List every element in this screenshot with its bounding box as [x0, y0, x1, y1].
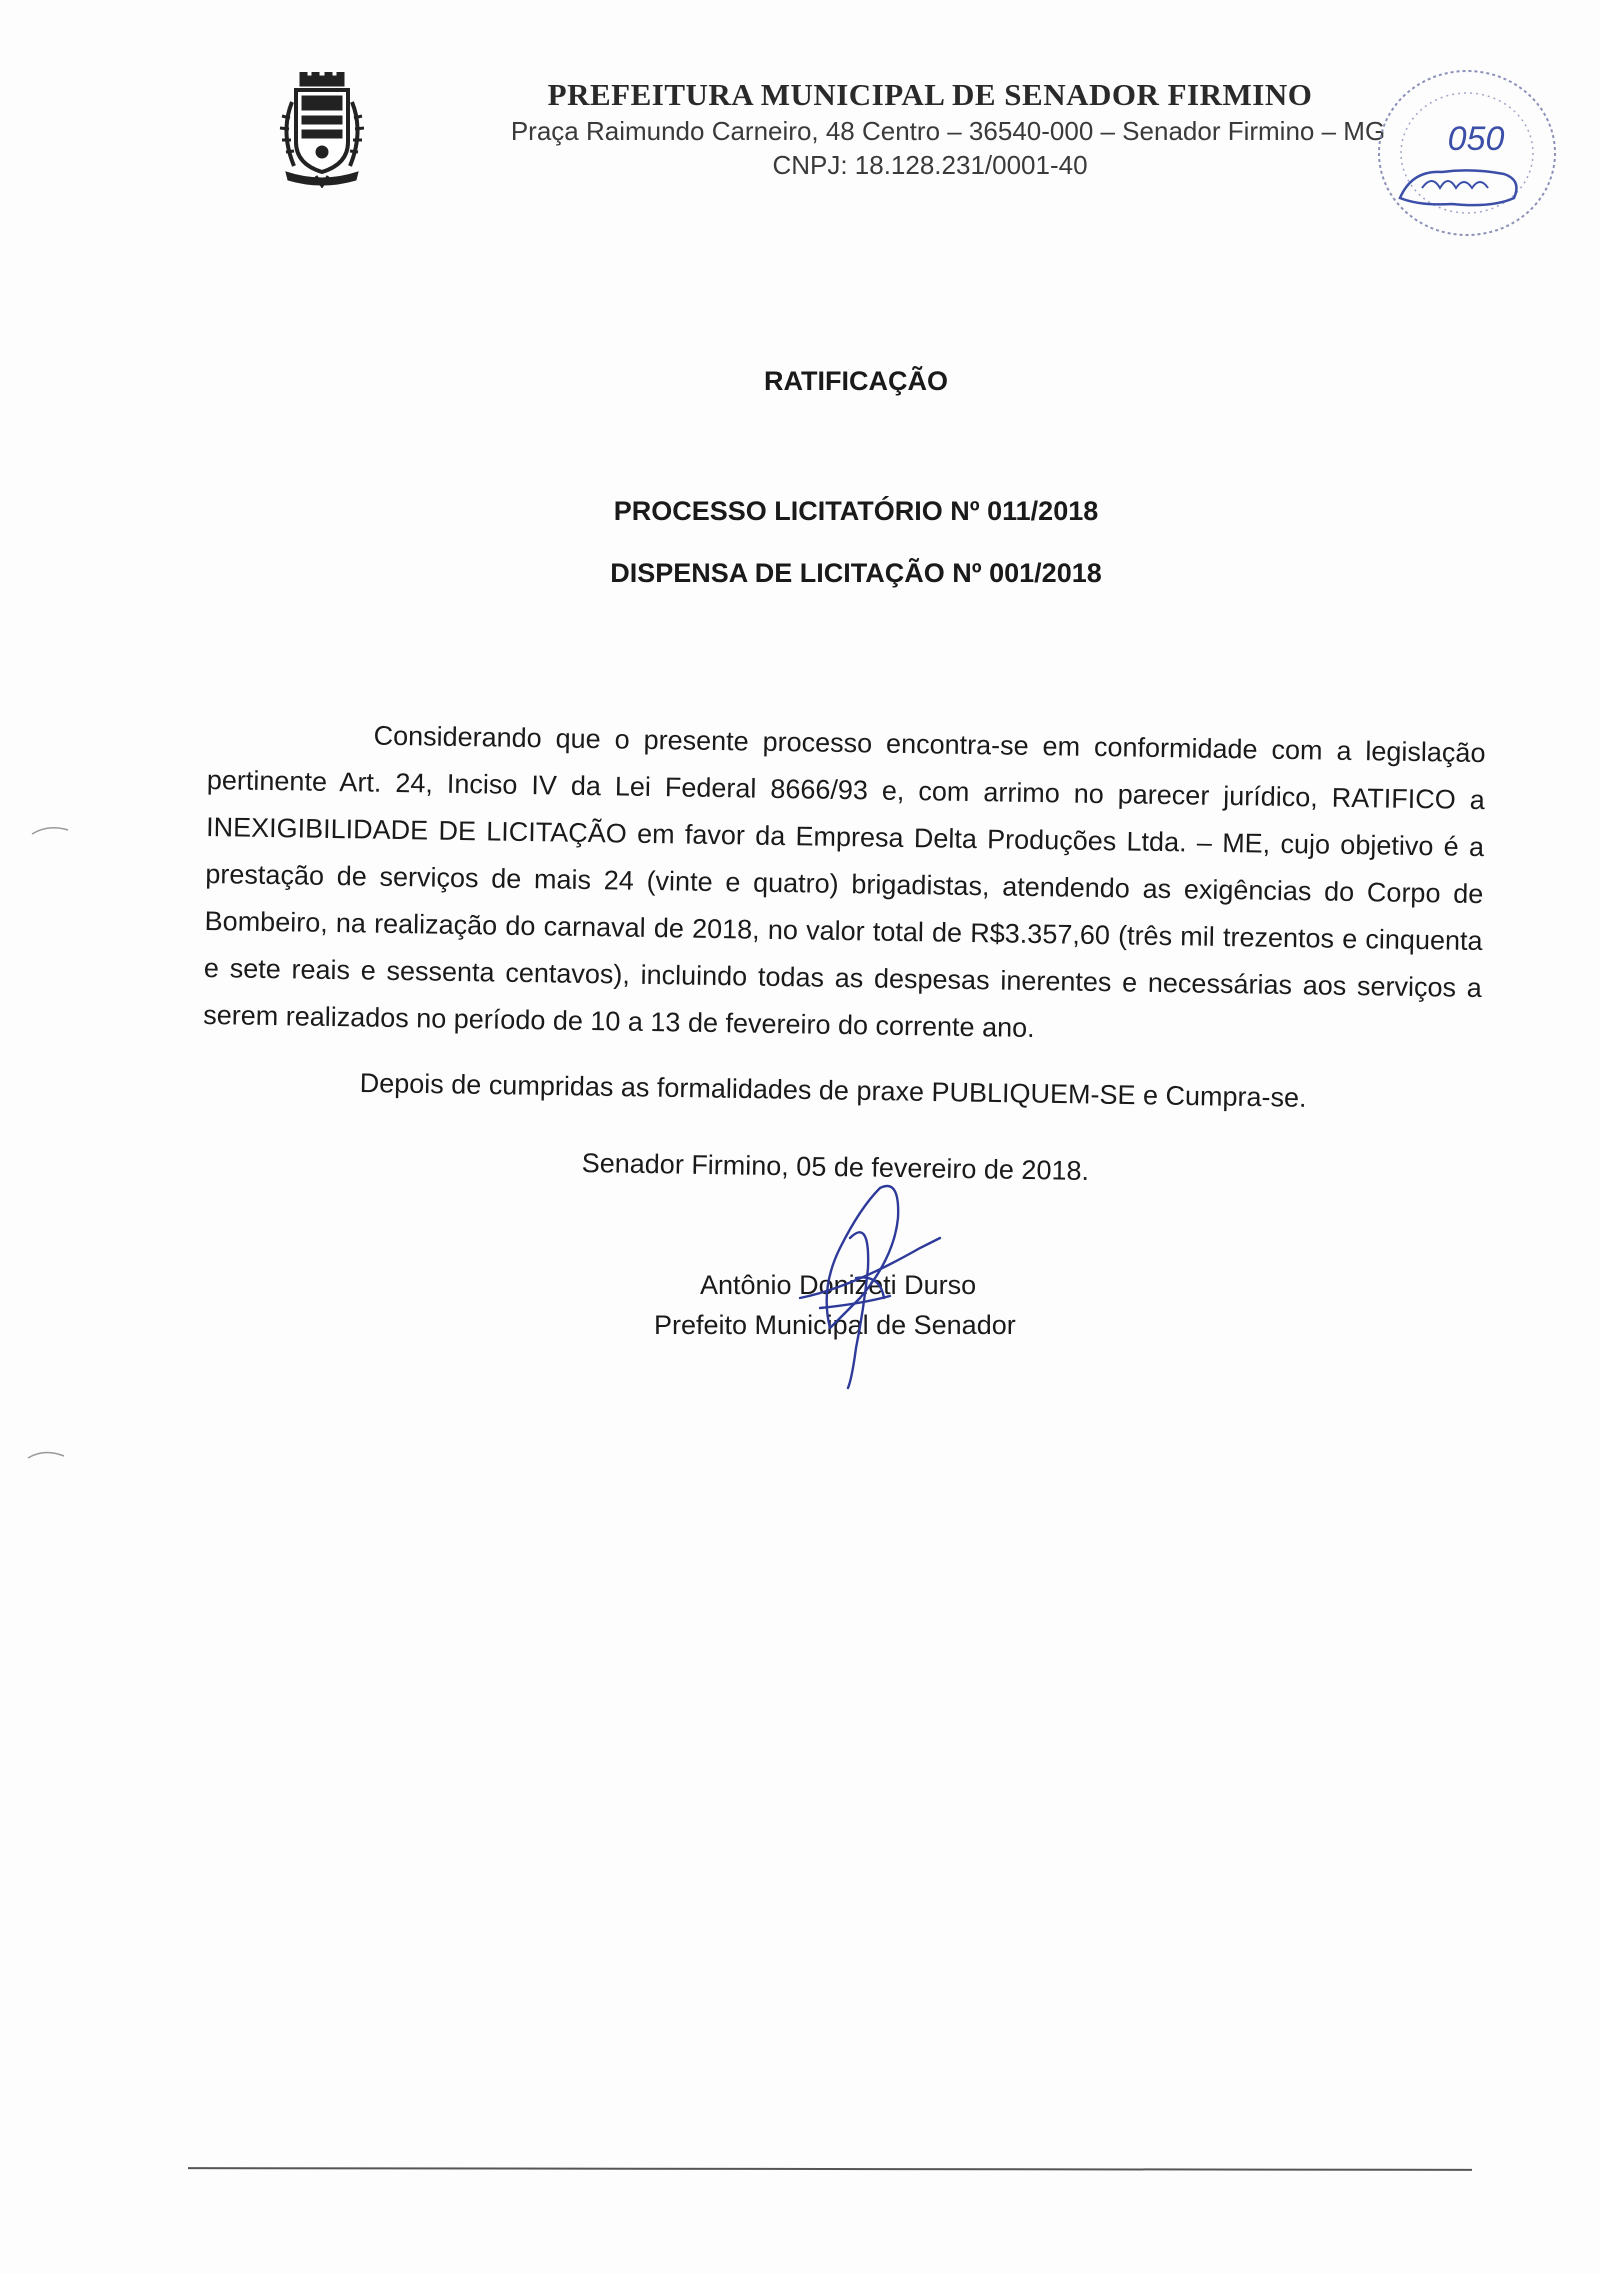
- letterhead-address: Praça Raimundo Carneiro, 48 Centro – 36540-000 – Senador Firmino – MG: [510, 116, 1386, 146]
- letterhead-cnpj: CNPJ: 18.128.231/0001-40: [772, 150, 1088, 180]
- publication-paragraph: Depois de cumpridas as formalidades de praxe PUBLIQUEM-SE e Cumpra-se.: [359, 1068, 1307, 1113]
- signer-name: Antônio Donizeti Durso: [700, 1270, 977, 1300]
- dispensa-number: DISPENSA DE LICITAÇÃO Nº 001/2018: [610, 558, 1102, 588]
- footer-rule: [188, 2167, 1472, 2171]
- place-and-date: Senador Firmino, 05 de fevereiro de 2018.: [581, 1148, 1090, 1186]
- signer-role: Prefeito Municipal de Senador: [654, 1310, 1016, 1340]
- handwritten-signature: [760, 1178, 960, 1398]
- letterhead: [430, 76, 1430, 182]
- letterhead-title: PREFEITURA MUNICIPAL DE SENADOR FIRMINO: [547, 77, 1313, 112]
- processo-number: PROCESSO LICITATÓRIO Nº 011/2018: [613, 496, 1099, 526]
- margin-mark: [30, 822, 70, 838]
- stamp-number: 050: [1447, 120, 1505, 158]
- protocol-stamp: [1372, 58, 1562, 248]
- document-title: RATIFICAÇÃO: [764, 366, 948, 396]
- ratification-paragraph: Considerando que o presente processo encontra-se em conformidade com a legislação pertinente Art. 24, Inciso IV da Lei Federal 8666/93 e, com arrimo no parecer jurídico, RATIFICO a INEXIGIBILIDADE DE LICITAÇÃO em favor da Empresa Delta Produções Ltda. – ME, cujo objetivo é a prestação de serviços de mais 24 (vinte e quatro) brigadistas, atendendo as exigências do Corpo de Bombeiro, na realização do carnaval de 2018, no valor total de R$3.357,60 (três mil trezentos e cinquenta e sete reais e sessenta centavos), incluindo todas as despesas inerentes e necessárias aos serviços a serem realizados no período de 10 a 13 de fevereiro do corrente ano.: [202, 720, 1486, 1044]
- municipal-crest-icon: [276, 72, 368, 188]
- margin-mark: [26, 1446, 66, 1462]
